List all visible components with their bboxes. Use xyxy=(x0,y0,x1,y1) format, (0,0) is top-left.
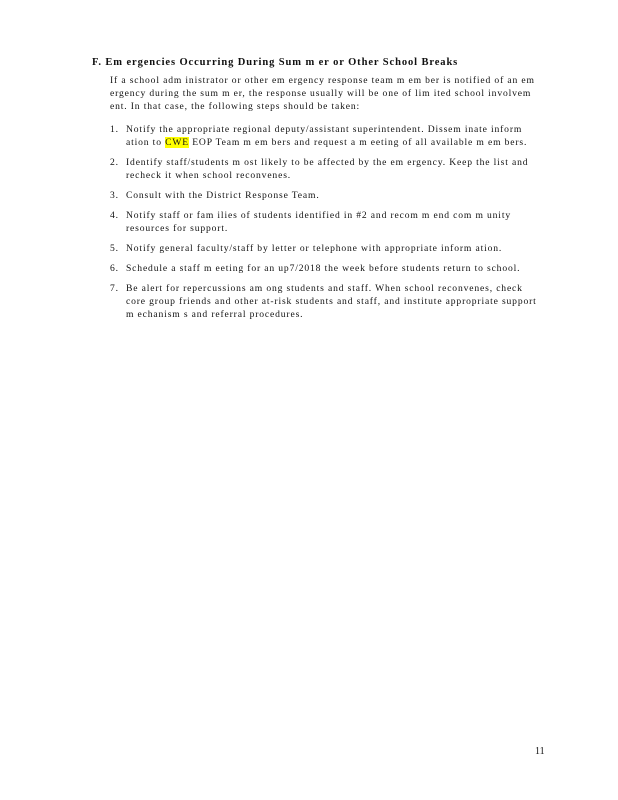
list-item xyxy=(110,209,542,235)
step-number: 1. xyxy=(110,124,119,135)
step-text: Identify staff/students m ost likely to be affected by the em ergency. Keep the list and recheck it when school reconvenes. xyxy=(126,157,529,181)
step-text: Consult with the District Response Team. xyxy=(126,190,320,201)
step-text-part: EOP Team m em bers and request a m eeting of all available m em bers. xyxy=(188,137,528,148)
list-item xyxy=(110,242,542,255)
step-text: Notify staff or fam ilies of students identified in #2 and recom m end com m unity resources for support. xyxy=(126,210,511,234)
step-text-part: Notify the appropriate regional deputy/assistant superintendent. Dissem inate inform ation to xyxy=(126,124,523,148)
steps-list xyxy=(110,123,542,328)
step-number: 7. xyxy=(110,283,119,294)
step-text xyxy=(126,124,527,148)
step-number: 6. xyxy=(110,263,119,274)
highlighted-term: CWE xyxy=(165,137,189,148)
step-number: 4. xyxy=(110,210,119,221)
step-number: 3. xyxy=(110,190,119,201)
intro-paragraph: If a school adm inistrator or other em ergency response team m em ber is notified of an em ergency during the sum m er, the response usually will be one of lim ited school involvem ent. In that case, the following steps should be taken: xyxy=(110,75,535,112)
step-number: 5. xyxy=(110,243,119,254)
list-item xyxy=(110,282,542,321)
section-heading: F. Em ergencies Occurring During Sum m er or Other School Breaks xyxy=(92,57,459,68)
step-text: Notify general faculty/staff by letter or telephone with appropriate inform ation. xyxy=(126,243,503,254)
page-number: 11 xyxy=(535,746,545,757)
step-number: 2. xyxy=(110,157,119,168)
list-item xyxy=(110,156,542,182)
step-text: Schedule a staff m eeting for an up7/2018 the week before students return to school. xyxy=(126,263,521,274)
list-item xyxy=(110,189,542,202)
list-item xyxy=(110,262,542,275)
list-item xyxy=(110,123,542,149)
step-text: Be alert for repercussions am ong students and staff. When school reconvenes, check core group friends and other at-risk students and staff, and institute appropriate support m echanism s and referral procedures. xyxy=(126,283,537,320)
